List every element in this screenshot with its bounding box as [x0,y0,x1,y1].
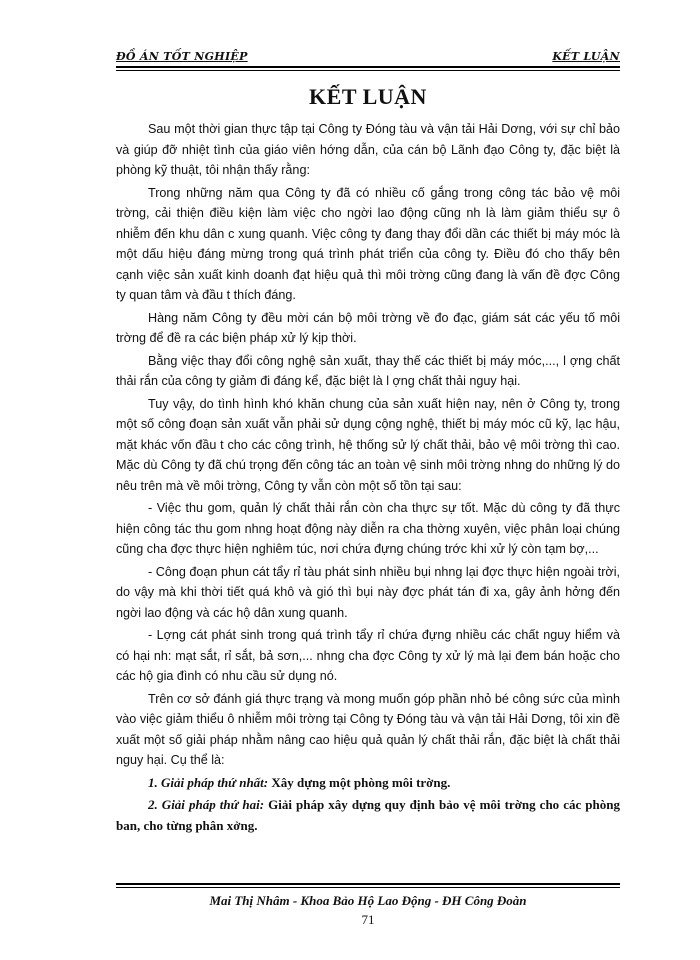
solution-1-label: 1. Giải pháp thứ nhất: [148,774,269,790]
header-rule [116,66,620,68]
solution-2 [116,795,620,836]
paragraph-proposal: Trên cơ sở đánh giá thực trạng và mong muốn góp phần nhỏ bé công sức của mình vào việc giảm thiểu ô nhiễm môi trờng tại Công ty Đóng tàu và vận tải Hải Dơng, tôi xin đề xuất một số giải pháp nhằm nâng cao hiệu quả quản lý chất thải rắn, đặc biệt là chất thải nguy hại. Cụ thể là: [116,691,620,767]
list-item-sand-waste: - Lợng cát phát sinh trong quá trình tẩy rỉ chứa đựng nhiều các chất nguy hiểm và có hại nh: mạt sắt, rỉ sắt, bả sơn,... nhng cha đợc Công ty xử lý mà lại đem bán hoặc cho các hộ gia đình có nhu cầu sử dụng nó. [116,628,620,683]
page-number: 71 [361,912,375,927]
solution-1 [116,773,620,794]
paragraph-limitations: Tuy vậy, do tình hình khó khăn chung của sản xuất hiện nay, nên ở Công ty, trong một số công đoạn sản xuất vẫn phải sử dụng cộng nghệ, thiết bị máy móc cũ kỹ, lạc hậu, mặt khác vốn đầu t cho các công trình, hệ thống sử lý chất thải, bảo vệ môi trờng thì cao. Mặc dù Công ty đã chú trọng đến công tác an toàn vệ sinh môi trờng nhng do những lý do nêu trên mà về môi trờng, Công ty vẫn còn một số tồn tại sau: [116,396,620,493]
paragraph-efforts: Trong những năm qua Công ty đã có nhiều cố gắng trong công tác bảo vệ môi trờng, cải thiện điều kiện làm việc cho ngời lao động cũng nh là làm giảm thiểu sự ô nhiễm đến khu dân c xung quanh. Việc công ty đang thay đổi dần các thiết bị máy móc là một dấu hiệu đáng mừng trong quá trình phát triển của công ty. Điều đó cho thấy bên cạnh việc sản xuất kinh doanh đạt hiệu quả thì môi trờng cũng đang là vấn đề đợc Công ty quan tâm và đầu t thích đáng. [116,185,620,302]
solution-2-label: 2. Giải pháp thứ hai: [148,797,265,812]
page-title: KẾT LUẬN [309,84,427,109]
header-right: KẾT LUẬN [552,50,620,63]
paragraph-technology: Bằng việc thay đổi công nghệ sản xuất, thay thế các thiết bị máy móc,..., l ợng chất thải rắn của công ty giảm đi đáng kể, đặc biệt là l ợng chất thải nguy hại. [116,353,620,388]
document-body [116,119,620,838]
page-footer: Mai Thị Nhâm - Khoa Bảo Hộ Lao Động - ĐH Công Đoàn [209,893,527,908]
header-left: ĐỒ ÁN TỐT NGHIỆP [116,50,248,63]
paragraph-monitoring: Hàng năm Công ty đều mời cán bộ môi trờng về đo đạc, giám sát các yếu tố môi trờng để đề ra các biện pháp xử lý kịp thời. [116,310,620,345]
header-rule-thin [116,70,620,71]
solution-1-text: Xây dựng một phòng môi trờng. [271,774,451,790]
paragraph-intro: Sau một thời gian thực tập tại Công ty Đóng tàu và vận tải Hải Dơng, với sự chỉ bảo và giúp đỡ nhiệt tình của giáo viên hớng dẫn, của cán bộ Lãnh đạo Công ty, đặc biệt là phòng kỹ thuật, tôi nhận thấy rằng: [116,122,620,177]
list-item-sandblasting: - Công đoạn phun cát tẩy rỉ tàu phát sinh nhiều bụi nhng lại đợc thực hiện ngoài trời, do vậy mà khi thời tiết quá khô và gió thì bụi này đợc phát tán đi xa, gây ảnh hởng đến ngời lao động và các hộ dân xung quanh. [116,564,620,620]
footer-rule [116,883,620,885]
footer-rule-thin [116,887,620,888]
page-header [116,50,620,64]
solution-2-text: Giải pháp xây dựng quy định bảo vệ môi trờng cho các phòng ban, cho từng phân xởng. [116,797,620,833]
list-item-collection: - Việc thu gom, quản lý chất thải rắn còn cha thực sự tốt. Mặc dù công ty đã thực hiện công tác thu gom nhng hoạt động này diễn ra cha thờng xuyên, việc phân loại chúng cũng cha đợc thực hiện nghiêm túc, nơi chứa đựng chúng trớc khi xử lý còn tạm bợ,... [116,501,620,556]
